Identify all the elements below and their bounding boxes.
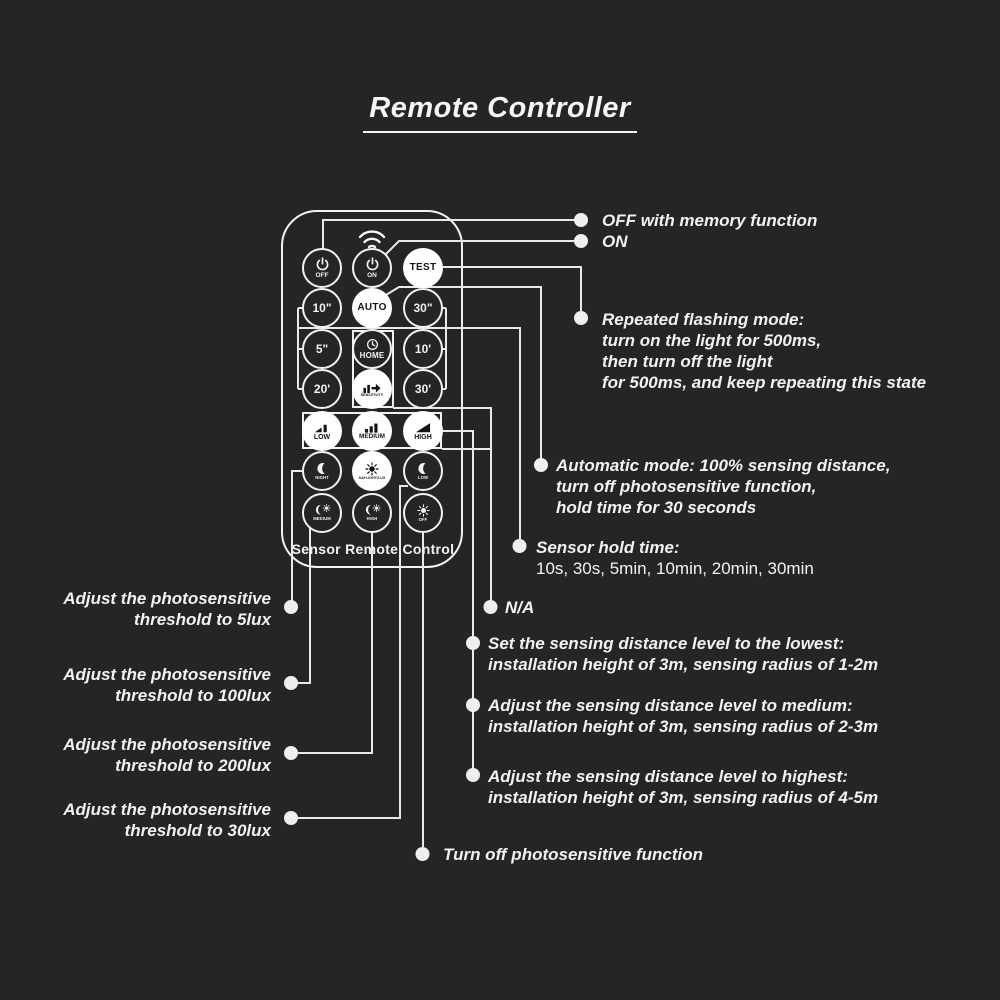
power-icon (365, 257, 380, 272)
remote-button-on[interactable]: ON (352, 248, 392, 288)
annotation-photosensitive-off: Turn off photosensitive function (443, 845, 704, 864)
bars-arrow-icon (362, 381, 382, 393)
power-icon (315, 257, 330, 272)
level-high-icon (414, 422, 432, 433)
annotation-on: ON (602, 232, 628, 251)
clock-icon (366, 338, 379, 351)
level-low-icon (313, 422, 331, 433)
annotation-threshold-30lux: Adjust the photosensitive threshold to 30lux (63, 800, 271, 840)
sun-icon (365, 462, 379, 476)
annotation-sensor-hold-time: Sensor hold time: 10s, 30s, 5min, 10min, 20min, 30min (536, 538, 814, 578)
remote-button-lux-high[interactable]: HIGH (352, 493, 392, 533)
remote-button-10s[interactable]: 10" (302, 288, 342, 328)
moon-icon (417, 462, 430, 475)
annotation-distance-medium: Adjust the sensing distance level to medium: installation height of 3m, sensing radius of 2-3m (488, 696, 879, 736)
moon-sun-icon (313, 504, 332, 516)
remote-button-5s[interactable]: 5" (302, 329, 342, 369)
remote-button-30s[interactable]: 30" (403, 288, 443, 328)
sun-icon (417, 504, 430, 517)
remote-button-lux-night[interactable]: NIGHT (302, 451, 342, 491)
remote-button-sensitivity[interactable]: SENSITIVITY (352, 369, 392, 409)
remote-button-lux-daylight[interactable]: DAYLIGHT/LUX (352, 451, 392, 491)
remote-button-lux-off[interactable]: OFF (403, 493, 443, 533)
remote-button-distance-low[interactable]: LOW (302, 411, 342, 451)
moon-sun-icon (363, 504, 382, 516)
annotation-threshold-5lux: Adjust the photosensitive threshold to 5lux (63, 589, 271, 629)
remote-button-20m[interactable]: 20' (302, 369, 342, 409)
remote-button-test[interactable]: TEST (403, 248, 443, 288)
annotation-na: N/A (505, 598, 535, 617)
wifi-signal-icon (360, 232, 384, 247)
remote-button-lux-medium[interactable]: MEDIUM (302, 493, 342, 533)
remote-button-10m[interactable]: 10' (403, 329, 443, 369)
annotation-distance-highest: Adjust the sensing distance level to highest: installation height of 3m, sensing radius of 4-5m (488, 767, 879, 807)
annotation-off-memory: OFF with memory function (602, 211, 818, 230)
remote-button-distance-high[interactable]: HIGH (403, 411, 443, 451)
annotation-threshold-200lux: Adjust the photosensitive threshold to 200lux (63, 735, 271, 775)
remote-button-home[interactable]: HOME (352, 329, 392, 369)
remote-button-30m[interactable]: 30' (403, 369, 443, 409)
annotation-threshold-100lux: Adjust the photosensitive threshold to 100lux (63, 665, 271, 705)
annotation-flashing-mode: Repeated flashing mode: turn on the light for 500ms, then turn off the light for 500ms, and keep repeating this state (602, 310, 927, 392)
annotation-distance-lowest: Set the sensing distance level to the lowest: installation height of 3m, sensing radius of 1-2m (488, 634, 879, 674)
moon-icon (316, 462, 329, 475)
annotation-automatic-mode: Automatic mode: 100% sensing distance, turn off photosensitive function, hold time for 30 seconds (556, 456, 891, 517)
remote-button-distance-medium[interactable]: MEDIUM (352, 411, 392, 451)
page-title: Remote Controller (0, 92, 1000, 133)
remote-button-lux-low[interactable]: LOW (403, 451, 443, 491)
level-medium-icon (363, 422, 381, 433)
remote-button-auto[interactable]: AUTO (352, 288, 392, 328)
remote-button-off[interactable]: OFF (302, 248, 342, 288)
remote-footer-label: Sensor Remote Control (291, 541, 455, 557)
